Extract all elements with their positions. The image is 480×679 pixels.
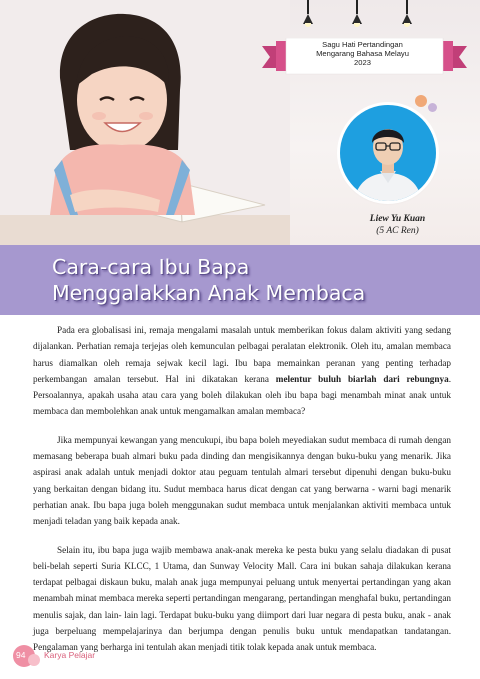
child-reading-illustration xyxy=(0,0,290,245)
competition-banner xyxy=(290,40,435,67)
idiom-bold: melentur buluh biarlah dari rebungnya xyxy=(275,373,449,384)
paragraph-1-text-a: Pada era globalisasi ini, remaja mengalami masalah untuk memberikan fokus dalam aktiviti yang sedang dijalankan. Perhatian remaja terjejas oleh kemunculan pelbagai peralatan elektronik. Oleh itu, amalan membaca harus diamalkan oleh remaja sejwak kecil lagi. Ibu bapa memainkan peranan yang penting terhadap perkembangan amalan tersebut. Hal ini dikatakan kerana xyxy=(33,325,451,384)
author-caption xyxy=(330,213,465,237)
hanging-lamp-icon xyxy=(402,14,412,26)
author-class: (5 AC Ren) xyxy=(376,226,419,236)
article-title xyxy=(52,254,365,306)
hero-header xyxy=(0,0,480,245)
decorative-dot xyxy=(428,103,437,112)
decorative-dot xyxy=(28,654,40,666)
footer-label: Karya Pelajar xyxy=(44,650,96,660)
banner-line-2: Mengarang Bahasa Melayu xyxy=(316,49,409,58)
paragraph-2: Jika mempunyai kewangan yang mencukupi, ibu bapa boleh meyediakan sudut membaca di rumah dengan memasang beberapa buah almari buku pada dinding dan mengisikannya dengan buku-buku yang menarik. Jika aspirasi anak adalah untuk menjadi doktor atau peguam tentulah almari tersebut dipenuhi dengan buku-buku yang berkaitan dengan bidang itu. Sudut membaca harus dicat dengan cat yang berwarna - warni bagi menarik perhatian anak. Ibu bapa juga boleh menggunakan sudut membaca untuk menjalankan aktiviti membaca untuk menjadi teladan yang baik kepada anak. xyxy=(33,434,451,527)
title-line-1: Cara-cara Ibu Bapa xyxy=(52,255,250,279)
decorative-dot xyxy=(415,95,427,107)
author-portrait xyxy=(340,105,436,201)
author-name: Liew Yu Kuan xyxy=(369,214,426,224)
page-number: 94 xyxy=(16,650,26,660)
banner-line-1: Sagu Hati Pertandingan xyxy=(322,40,403,49)
title-line-2: Menggalakkan Anak Membaca xyxy=(52,281,366,305)
hanging-lamp-icon xyxy=(352,14,362,26)
article-body xyxy=(33,322,451,668)
banner-line-3: 2023 xyxy=(354,58,371,67)
paragraph-1 xyxy=(33,322,451,420)
paragraph-1-text-c: . Persoalannya, apakah usaha atau cara yang boleh dilakukan oleh ibu bapa bagi menambah minat anak untuk membaca dan membolehkan anak untuk mengamalkan amalan membaca? xyxy=(33,373,451,417)
paragraph-3: Selain itu, ibu bapa juga wajib membawa anak-anak mereka ke pesta buku yang selalu diadakan di pusat beli-belah seperti Suria KLCC, 1 Utama, dan Sunway Velocity Mall. Cara ini bukan sahaja dilakukan kerana terdapat pelbagai diskaun buku, malah anak juga mempunyai peluang untuk menyertai pertandingan yang akan menambah minat membaca mereka seperti pertandingan mengarang, pertandingan menghafal buku, pertandingan menulis sajak, dan lain- lain lagi. Terdapat buku-buku yang diimport dari luar negara di pesta buku, anak - anak juga berpeluang mempelajarinya dan berjumpa dengan penulis buku untuk mendapatkan tandatangan. Pengalaman yang berharga ini tentulah akan menjadi titik tolak kepada anak untuk membaca. xyxy=(33,544,451,653)
hanging-lamp-icon xyxy=(303,14,313,26)
